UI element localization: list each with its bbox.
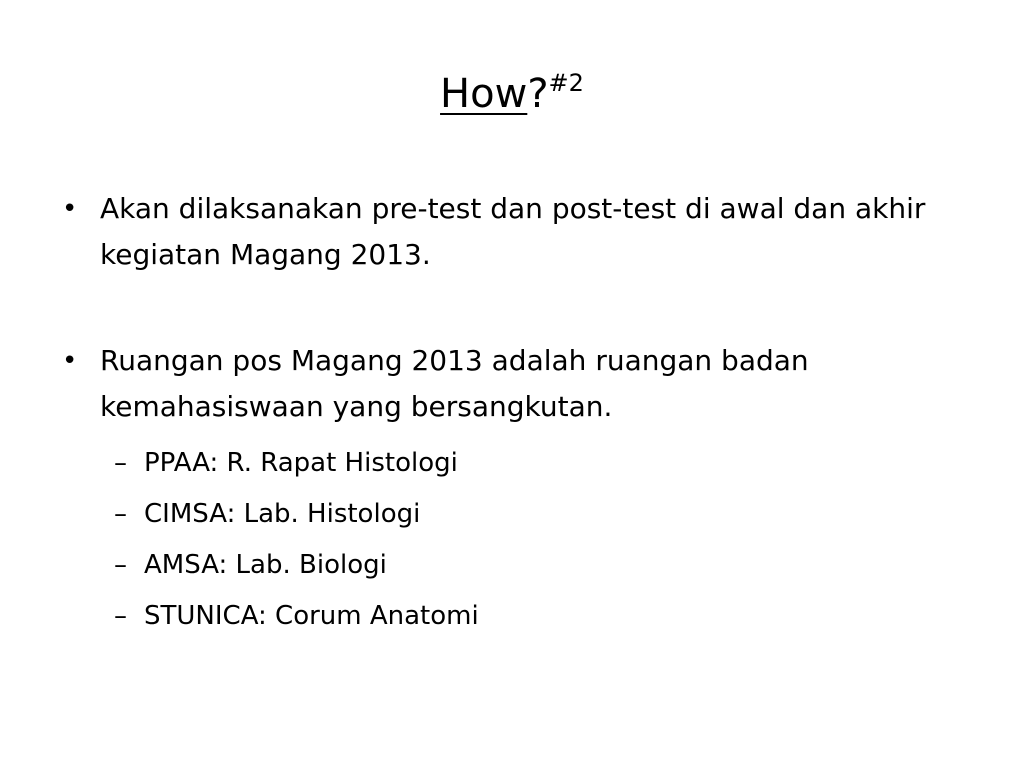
- sub-bullet-item: [114, 438, 958, 489]
- slide-title-suffix: ?: [527, 71, 549, 117]
- sub-bullet-text: CIMSA: Lab. Histologi: [144, 499, 421, 529]
- sub-bullet-text: STUNICA: Corum Anatomi: [144, 601, 479, 631]
- bullet-item: [58, 338, 958, 430]
- bullet-text: Akan dilaksanakan pre-test dan post-test di awal dan akhir kegiatan Magang 2013.: [100, 192, 926, 271]
- bullet-item: [58, 186, 958, 278]
- slide-title: [0, 66, 1024, 122]
- sub-bullet-item: [114, 489, 958, 540]
- dash-icon: –: [114, 601, 127, 631]
- bullet-text: Ruangan pos Magang 2013 adalah ruangan badan kemahasiswaan yang bersangkutan.: [100, 344, 809, 423]
- sub-bullet-item: [114, 540, 958, 591]
- bullet-icon: •: [62, 346, 78, 376]
- sub-bullet-text: AMSA: Lab. Biologi: [144, 550, 387, 580]
- sub-bullet-text: PPAA: R. Rapat Histologi: [144, 448, 458, 478]
- sub-bullet-list: [58, 438, 958, 642]
- bullet-icon: •: [62, 194, 78, 224]
- slide-title-superscript: #2: [548, 69, 584, 97]
- slide-body: [58, 186, 958, 642]
- sub-bullet-item: [114, 591, 958, 642]
- slide-title-text: How: [440, 71, 528, 117]
- dash-icon: –: [114, 499, 127, 529]
- dash-icon: –: [114, 550, 127, 580]
- dash-icon: –: [114, 448, 127, 478]
